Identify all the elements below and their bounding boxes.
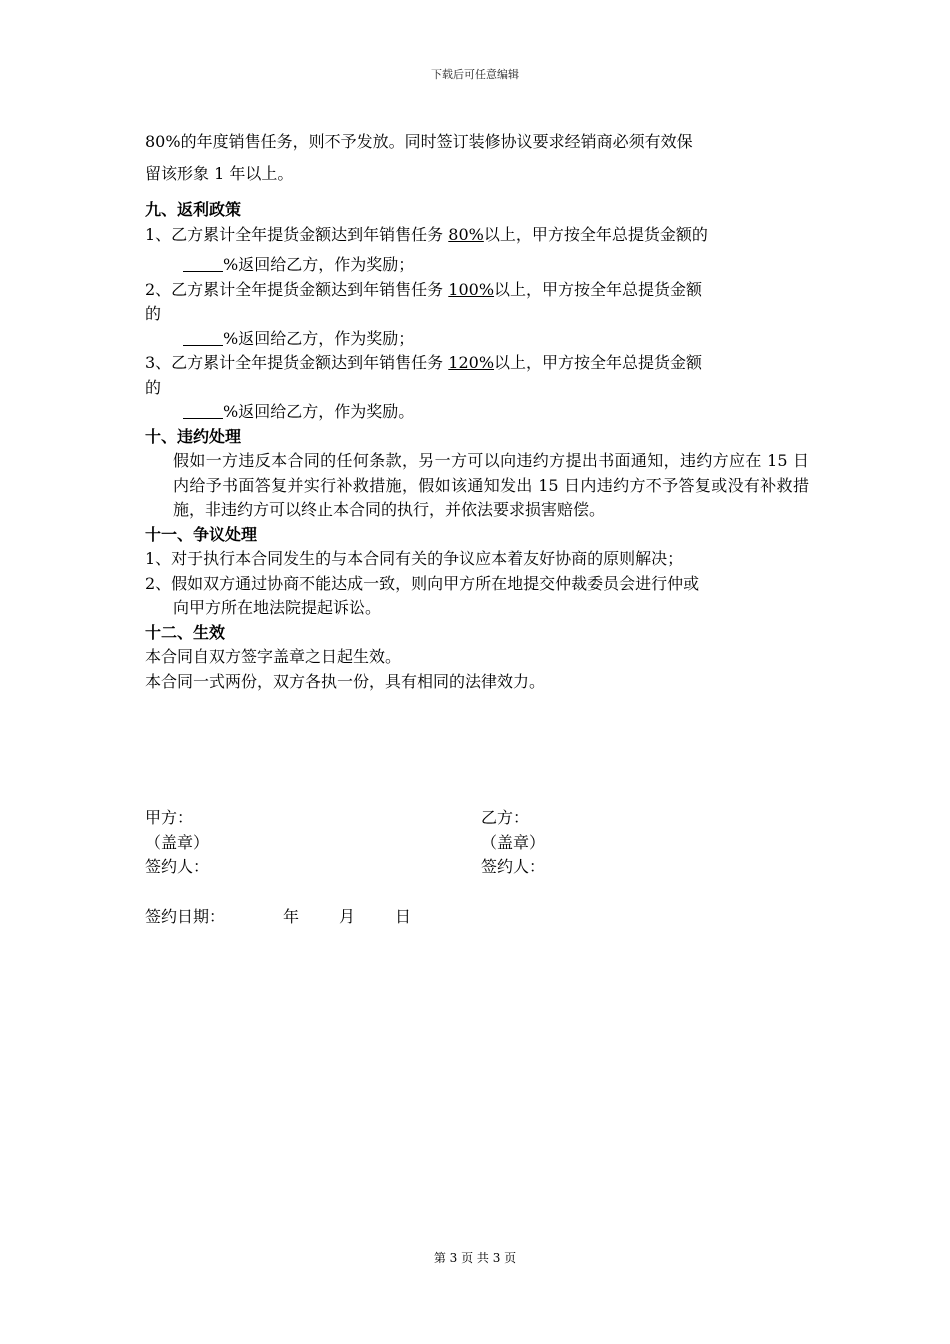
party-a-seal: （盖章） [145,832,210,852]
section-11-title: 十一、争议处理 [145,524,258,544]
date-day: 日 [395,907,412,926]
date-month: 月 [339,907,356,926]
intro-line-1: 80%的年度销售任务，则不予发放。同时签订装修协议要求经销商必须有效保 [145,132,693,151]
party-b-seal: （盖章） [481,832,546,852]
rebate-item-3: 3、乙方累计全年提货金额达到年销售任务 120%以上，甲方按全年总提货金额 [145,353,703,372]
page-footer: 第 3 页 共 3 页 [433,1251,517,1265]
signing-date [145,904,411,927]
rebate-item-1-tail: %返回给乙方，作为奖励； [145,253,809,278]
date-year: 年 [283,907,300,926]
fill-blank [183,255,223,272]
page-header: 下载后可任意编辑 [431,68,519,81]
party-b-block [481,806,545,880]
party-b-label: 乙方： [481,808,530,827]
effect-line-1: 本合同自双方签字盖章之日起生效。 [145,647,402,666]
party-a-label: 甲方： [145,808,194,827]
section-10-title: 十、违约处理 [145,426,242,446]
rebate-item-3-wrap: 的 [145,377,162,397]
rebate-item-1: 1、乙方累计全年提货金额达到年销售任务 80%以上，甲方按全年总提货金额的 [145,224,708,244]
section-12-title: 十二、生效 [145,622,226,642]
intro-paragraph [145,126,809,190]
effect-line-2: 本合同一式两份，双方各执一份，具有相同的法律效力。 [145,671,546,691]
party-a-signer: 签约人： [145,857,210,876]
rebate-item-3-tail: %返回给乙方，作为奖励。 [145,400,809,425]
rebate-item-2-tail: %返回给乙方，作为奖励； [145,327,809,352]
dispute-item-2-cont: 向甲方所在地法院提起诉讼。 [173,598,382,617]
party-b-signer: 签约人： [481,857,546,876]
date-label: 签约日期： [145,907,226,926]
rebate-threshold-3: 120% [448,353,495,372]
dispute-item-2: 2、假如双方通过协商不能达成一致，则向甲方所在地提交仲裁委员会进行仲或 [145,573,700,593]
breach-paragraph: 假如一方违反本合同的任何条款，另一方可以向违约方提出书面通知，违约方应在 15 日内给予书面答复并实行补救措施，假如该通知发出 15 日内违约方不予答复或没有补救措施，非违约方可以终止本合同的执行，并依法要求损害赔偿。 [173,451,809,519]
section-9-title: 九、返利政策 [145,200,242,219]
dispute-item-1: 1、对于执行本合同发生的与本合同有关的争议应本着友好协商的原则解决； [145,549,684,568]
rebate-item-2-wrap: 的 [145,304,162,323]
document-body [145,126,809,694]
fill-blank [183,329,223,346]
rebate-threshold-1: 80% [448,224,484,244]
rebate-threshold-2: 100% [448,279,495,299]
fill-blank [183,402,223,419]
party-a-block [145,806,209,880]
intro-line-2: 留该形象 1 年以上。 [145,164,294,183]
rebate-item-2: 2、乙方累计全年提货金额达到年销售任务 100%以上，甲方按全年总提货金额 [145,279,703,299]
